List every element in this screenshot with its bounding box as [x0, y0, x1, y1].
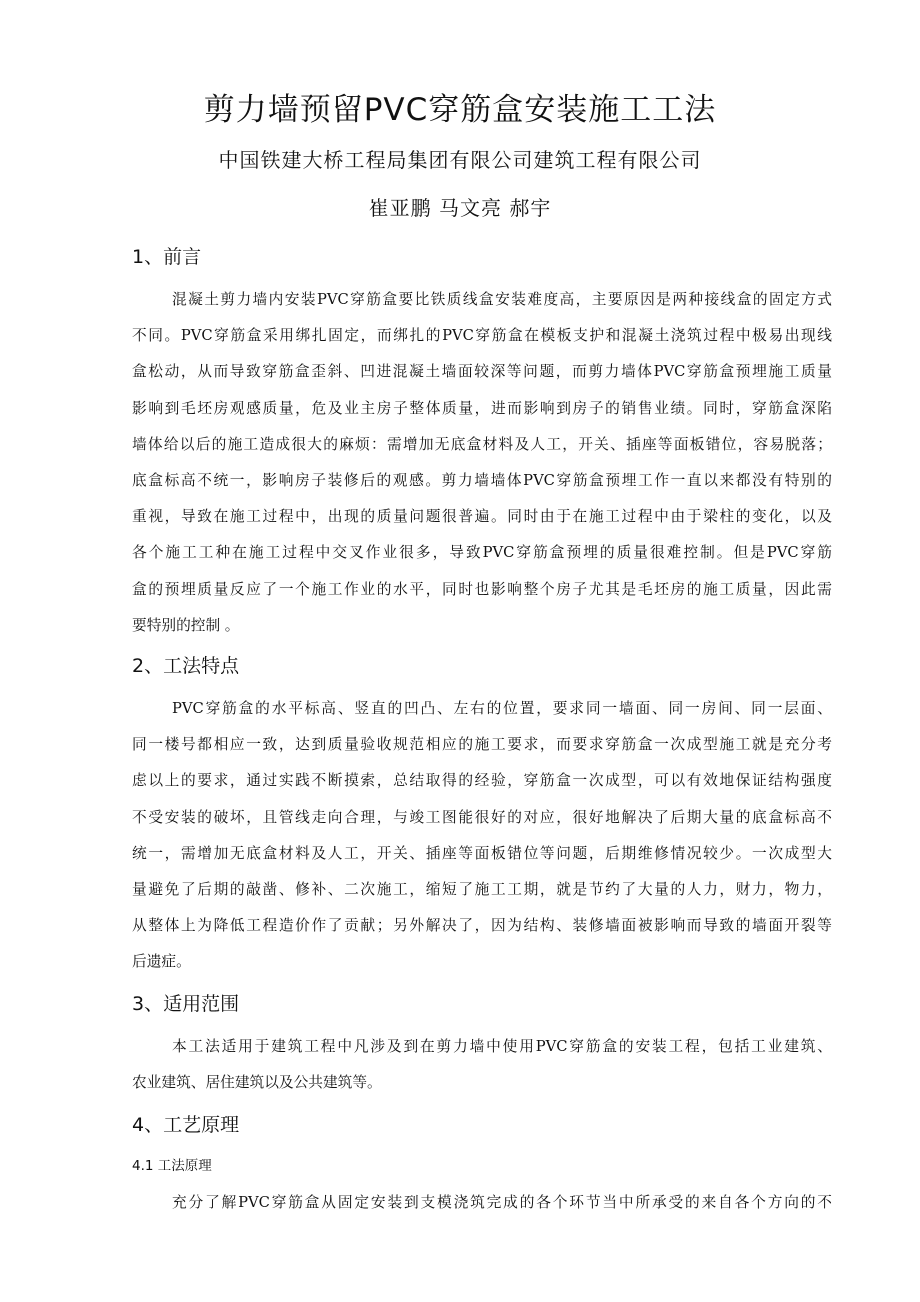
section-body-scope — [132, 1029, 832, 1101]
section-heading-principle: 4、工艺原理 — [132, 1114, 240, 1136]
paragraph-line: 盒的预埋质量反应了一个施工作业的水平，同时也影响整个房子尤其是毛坯房的施工质量，因此需 — [132, 580, 832, 598]
paragraph-line: 各个施工工种在施工过程中交叉作业很多，导致PVC穿筋盒预埋的质量很难控制。但是PVC穿筋 — [132, 544, 832, 562]
paragraph-line: 盒松动，从而导致穿筋盒歪斜、凹进混凝土墙面较深等问题，而剪力墙体PVC穿筋盒预埋施工质量 — [132, 363, 832, 381]
section-heading-scope: 3、适用范围 — [132, 993, 240, 1015]
paragraph-line: 充分了解PVC穿筋盒从固定安装到支模浇筑完成的各个环节当中所承受的来自各个方向的不 — [172, 1194, 832, 1211]
organization-name: 中国铁建大桥工程局集团有限公司建筑工程有限公司 — [218, 148, 702, 172]
paragraph-line: 墙体给以后的施工造成很大的麻烦：需增加无底盒材料及人工，开关、插座等面板错位，容易脱落； — [132, 435, 832, 453]
paragraph-line: 农业建筑、居住建筑以及公共建筑等。 — [132, 1074, 382, 1092]
paragraph-line: 量避免了后期的敲凿、修补、二次施工，缩短了施工工期，就是节约了大量的人力，财力，物力， — [132, 880, 832, 898]
subsection-heading-method-principle: 4.1 工法原理 — [132, 1158, 212, 1174]
paragraph-line: 混凝土剪力墙内安装PVC穿筋盒要比铁质线盒安装难度高，主要原因是两种接线盒的固定方式 — [172, 291, 832, 308]
section-body-preface — [132, 282, 832, 644]
paragraph-line: 同一楼号都相应一致，达到质量验收规范相应的施工要求，而要求穿筋盒一次成型施工就是充分考 — [132, 736, 832, 754]
document-title: 剪力墙预留PVC穿筋盒安装施工工法 — [203, 92, 717, 128]
paragraph-line: 底盒标高不统一，影响房子装修后的观感。剪力墙墙体PVC穿筋盒预埋工作一直以来都没有特别的 — [132, 471, 832, 489]
paragraph-line: 不受安装的破坏，且管线走向合理，与竣工图能很好的对应，很好地解决了后期大量的底盒标高不 — [132, 808, 832, 826]
paragraph-line: 后遗症。 — [132, 953, 191, 971]
section-body-features — [132, 691, 832, 981]
section-body-principle — [132, 1185, 832, 1221]
paragraph-line: 重视，导致在施工过程中，出现的质量问题很普遍。同时由于在施工过程中由于梁柱的变化，以及 — [132, 508, 832, 526]
paragraph-line: 不同。PVC穿筋盒采用绑扎固定，而绑扎的PVC穿筋盒在模板支护和混凝土浇筑过程中极易出现线 — [132, 327, 832, 345]
paragraph-line: 本工法适用于建筑工程中凡涉及到在剪力墙中使用PVC穿筋盒的安装工程，包括工业建筑、 — [172, 1038, 832, 1055]
paragraph-line: PVC穿筋盒的水平标高、竖直的凹凸、左右的位置，要求同一墙面、同一房间、同一层面、 — [172, 700, 832, 717]
paragraph-line: 统一，需增加无底盒材料及人工，开关、插座等面板错位等问题，后期维修情况较少。一次成型大 — [132, 844, 832, 862]
paragraph-line: 从整体上为降低工程造价作了贡献；另外解决了，因为结构、装修墙面被影响而导致的墙面开裂等 — [132, 917, 832, 935]
paragraph-line: 虑以上的要求，通过实践不断摸索，总结取得的经验，穿筋盒一次成型，可以有效地保证结构强度 — [132, 772, 832, 790]
section-heading-preface: 1、前言 — [132, 246, 202, 268]
section-heading-features: 2、工法特点 — [132, 655, 240, 677]
author-names: 崔亚鹏 马文亮 郝宇 — [368, 196, 552, 220]
paragraph-line: 影响到毛坯房观感质量，危及业主房子整体质量，进而影响到房子的销售业绩。同时，穿筋盒深陷 — [132, 399, 832, 417]
paragraph-line: 要特别的控制 。 — [132, 616, 240, 634]
